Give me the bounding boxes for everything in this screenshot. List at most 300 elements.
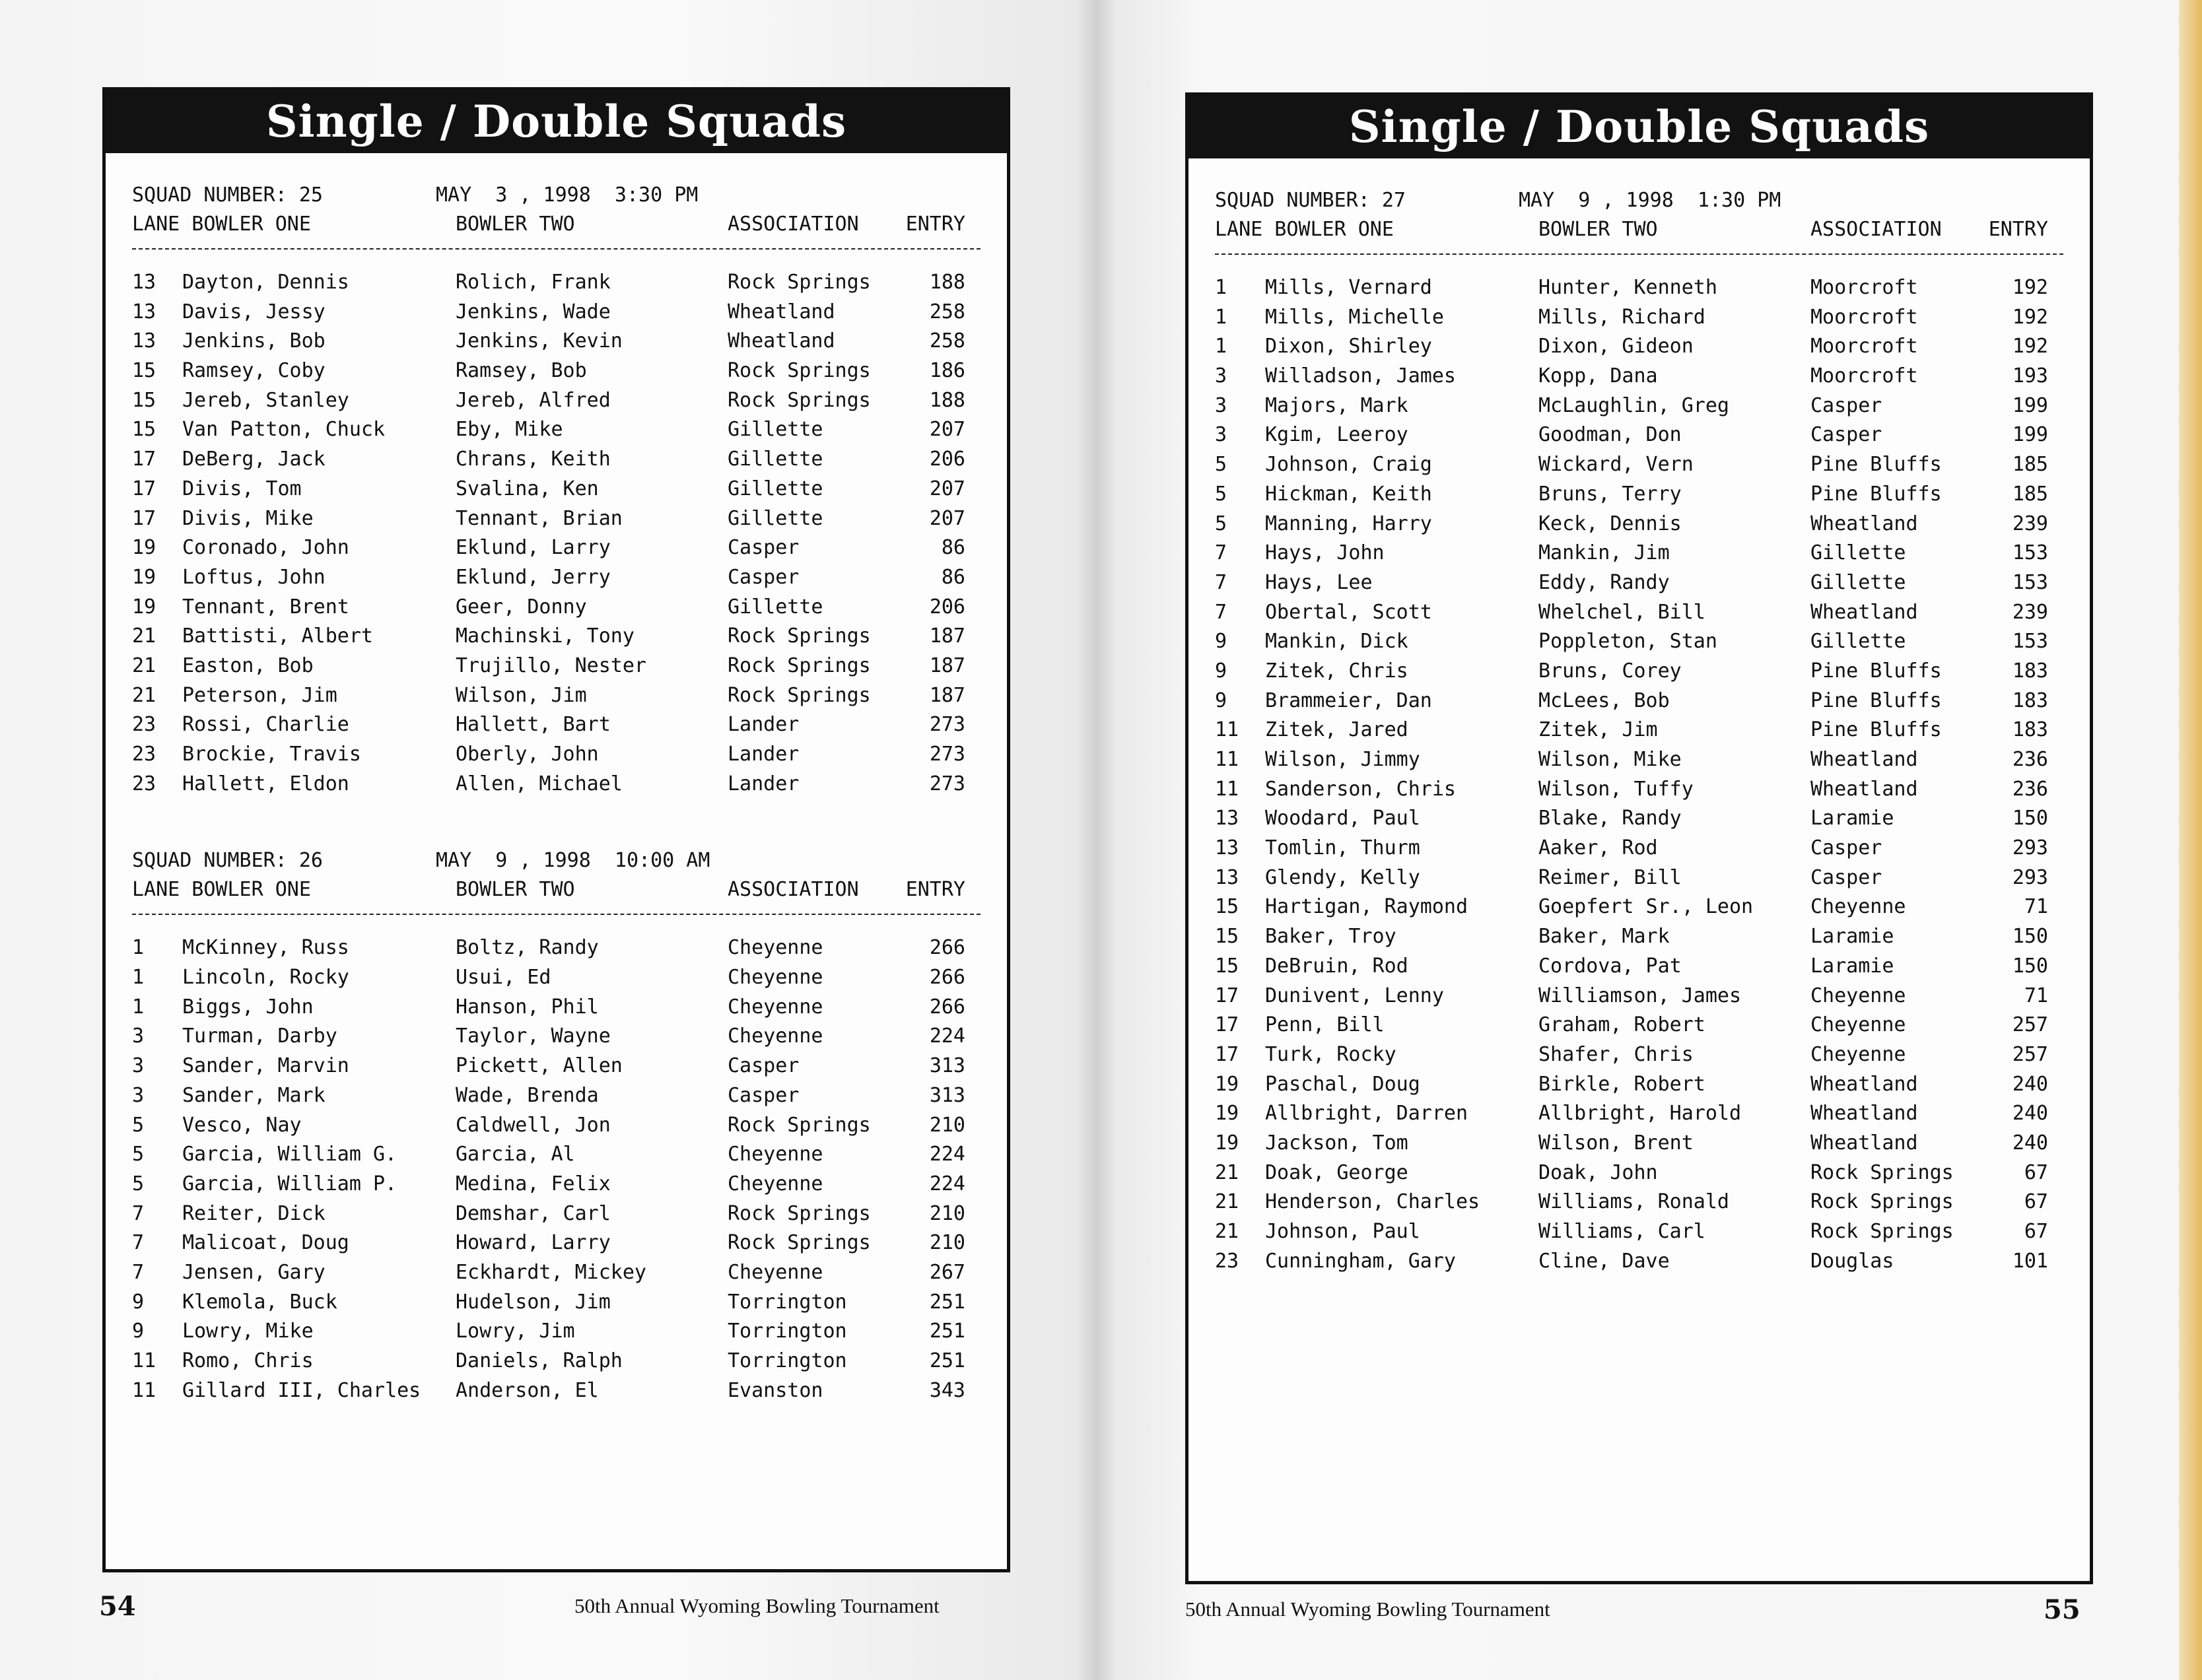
lane-number: 1 <box>132 966 145 990</box>
squad-date: MAY 3 , 1998 3:30 PM <box>436 184 699 207</box>
table-row <box>1215 834 2090 863</box>
table-row <box>1215 657 2090 687</box>
association: Casper <box>728 1054 800 1078</box>
bowler-one: Battisti, Albert <box>182 624 373 648</box>
table-row <box>132 504 1007 534</box>
bowler-one: Brammeier, Dan <box>1265 689 1432 712</box>
dashed-divider <box>132 248 981 251</box>
bowler-one: Allbright, Darren <box>1265 1102 1468 1126</box>
entry-number: 313 <box>929 1083 965 1107</box>
entry-number: 187 <box>929 624 965 648</box>
table-row <box>132 298 1007 327</box>
bowler-one: Jensen, Gary <box>182 1260 326 1284</box>
bowler-one: Loftus, John <box>182 565 326 589</box>
table-row <box>132 1081 1007 1111</box>
bowler-one: Malicoat, Doug <box>182 1231 349 1255</box>
table-row <box>1215 1188 2090 1217</box>
association: Casper <box>1810 423 1882 447</box>
bowler-one: Doak, George <box>1265 1160 1408 1184</box>
table-row <box>1215 510 2090 539</box>
lane-number: 11 <box>132 1349 156 1372</box>
bowler-two: Doak, John <box>1538 1160 1658 1184</box>
association: Wheatland <box>1810 1072 1918 1096</box>
association: Wheatland <box>1810 1131 1918 1155</box>
bowler-two: Geer, Donny <box>456 595 587 619</box>
entry-number: 207 <box>929 477 965 500</box>
association: Wheatland <box>1810 748 1918 771</box>
bowler-two: Caldwell, Jon <box>456 1113 611 1137</box>
association: Douglas <box>1810 1249 1894 1273</box>
entry-number: 251 <box>929 1290 965 1314</box>
entry-number: 257 <box>2012 1042 2048 1066</box>
entry-number: 183 <box>2012 659 2048 683</box>
association: Moorcroft <box>1810 305 1918 329</box>
bowler-two: Goepfert Sr., Leon <box>1538 895 1754 919</box>
table-row <box>132 1170 1007 1199</box>
association: Rock Springs <box>728 1113 871 1137</box>
entry-number: 153 <box>2012 630 2048 654</box>
bowler-two: Mankin, Jim <box>1538 541 1670 565</box>
bowler-two: Hunter, Kenneth <box>1538 276 1717 299</box>
entry-number: 183 <box>2012 718 2048 742</box>
bowler-one: Davis, Jessy <box>182 300 326 323</box>
bowler-one: Jenkins, Bob <box>182 329 326 353</box>
lane-number: 13 <box>132 329 156 353</box>
bowler-two: Demshar, Carl <box>456 1201 611 1225</box>
lane-number: 11 <box>132 1378 156 1402</box>
bowler-one: Sander, Mark <box>182 1083 326 1107</box>
table-row <box>1215 1040 2090 1070</box>
bowler-two: Svalina, Ken <box>456 477 599 500</box>
bowler-two: Jenkins, Kevin <box>456 329 623 353</box>
footer-right: 50th Annual Wyoming Bowling Tournament <box>1185 1597 1550 1621</box>
bowler-one: Majors, Mark <box>1265 393 1408 417</box>
entry-number: 188 <box>929 271 965 294</box>
bowler-two: Williams, Ronald <box>1538 1190 1729 1214</box>
lane-number: 5 <box>1215 482 1227 506</box>
bowler-two: Poppleton, Stan <box>1538 630 1717 654</box>
bowler-two: Lowry, Jim <box>456 1320 575 1343</box>
table-row <box>132 963 1007 993</box>
squad-rows <box>132 933 1007 1405</box>
entry-number: 86 <box>941 536 965 560</box>
association: Rock Springs <box>728 683 871 707</box>
bowler-two: Boltz, Randy <box>456 936 599 960</box>
association: Gillette <box>728 506 823 530</box>
association: Pine Bluffs <box>1810 689 1942 712</box>
lane-number: 19 <box>132 595 156 619</box>
lane-number: 7 <box>1215 541 1227 565</box>
table-row <box>1215 1011 2090 1040</box>
table-row <box>132 1140 1007 1170</box>
lane-number: 3 <box>1215 423 1227 447</box>
association: Gillette <box>728 595 823 619</box>
table-row <box>1215 480 2090 510</box>
table-row <box>132 475 1007 504</box>
table-row <box>132 1376 1007 1406</box>
bowler-two: Baker, Mark <box>1538 925 1670 949</box>
association: Laramie <box>1810 807 1894 830</box>
bowler-one: Tomlin, Thurm <box>1265 836 1420 860</box>
association: Pine Bluffs <box>1810 453 1942 477</box>
table-row <box>132 1288 1007 1318</box>
table-row <box>1215 922 2090 952</box>
squad-header-row <box>1215 186 2090 215</box>
lane-number: 1 <box>1215 276 1227 299</box>
bowler-one: Turk, Rocky <box>1265 1042 1396 1066</box>
column-header-row <box>132 210 1007 239</box>
association: Casper <box>1810 865 1882 889</box>
bowler-two: Eby, Mike <box>456 418 563 442</box>
squad-rows <box>132 268 1007 799</box>
bowler-two: Eddy, Randy <box>1538 570 1670 594</box>
association: Pine Bluffs <box>1810 718 1942 742</box>
table-row <box>1215 627 2090 657</box>
lane-number: 1 <box>1215 305 1227 329</box>
association: Wheatland <box>1810 1102 1918 1126</box>
entry-number: 293 <box>2012 865 2048 889</box>
bowler-one: McKinney, Russ <box>182 936 349 960</box>
lane-number: 21 <box>1215 1190 1239 1214</box>
lane-number: 11 <box>1215 777 1239 801</box>
entry-number: 239 <box>2012 512 2048 535</box>
lane-number: 9 <box>132 1320 145 1343</box>
bowler-two: Aaker, Rod <box>1538 836 1658 860</box>
table-row <box>1215 539 2090 568</box>
table-row <box>1215 1159 2090 1188</box>
entry-number: 101 <box>2012 1249 2048 1273</box>
entry-number: 251 <box>929 1349 965 1372</box>
lane-number: 19 <box>132 565 156 589</box>
bowler-one: Glendy, Kelly <box>1265 865 1420 889</box>
lane-number: 9 <box>1215 630 1227 654</box>
entry-number: 192 <box>2012 276 2048 299</box>
bowler-two: Allbright, Harold <box>1538 1102 1742 1126</box>
table-row <box>1215 273 2090 303</box>
association: Cheyenne <box>728 966 823 990</box>
association: Wheatland <box>728 300 835 323</box>
bowler-one: Van Patton, Chuck <box>182 418 386 442</box>
right-squad-list <box>1188 158 2090 1276</box>
entry-number: 258 <box>929 300 965 323</box>
bowler-one: Hartigan, Raymond <box>1265 895 1468 919</box>
squad-section <box>132 181 1007 799</box>
bowler-two: Bruns, Corey <box>1538 659 1682 683</box>
association: Laramie <box>1810 954 1894 978</box>
bowler-one: Johnson, Craig <box>1265 453 1432 477</box>
table-row <box>1215 804 2090 834</box>
bowler-two: Howard, Larry <box>456 1231 611 1255</box>
lane-number: 15 <box>1215 954 1239 978</box>
lane-number: 19 <box>1215 1131 1239 1155</box>
table-row <box>132 1317 1007 1347</box>
lane-number: 15 <box>132 388 156 412</box>
entry-number: 266 <box>929 966 965 990</box>
association: Lander <box>728 772 800 795</box>
lane-number: 21 <box>132 624 156 648</box>
bowler-two: Eckhardt, Mickey <box>456 1260 646 1284</box>
col-lane-bowler-one: LANE BOWLER ONE <box>132 213 311 236</box>
col-entry: ENTRY <box>905 878 965 902</box>
squad-section <box>132 846 1007 1405</box>
association: Cheyenne <box>1810 984 1906 1007</box>
bowler-one: Garcia, William G. <box>182 1143 397 1166</box>
entry-number: 210 <box>929 1201 965 1225</box>
bowler-two: Zitek, Jim <box>1538 718 1658 742</box>
lane-number: 13 <box>1215 807 1239 830</box>
bowler-two: Williamson, James <box>1538 984 1742 1007</box>
entry-number: 153 <box>2012 570 2048 594</box>
bowler-one: Hickman, Keith <box>1265 482 1432 506</box>
lane-number: 5 <box>132 1172 145 1195</box>
bowler-one: Penn, Bill <box>1265 1013 1385 1037</box>
table-row <box>132 1347 1007 1376</box>
bowler-one: Gillard III, Charles <box>182 1378 421 1402</box>
lane-number: 21 <box>132 683 156 707</box>
squad-header-row <box>132 181 1007 210</box>
bowler-one: Brockie, Travis <box>182 743 361 766</box>
association: Rock Springs <box>728 359 871 383</box>
lane-number: 7 <box>132 1201 145 1225</box>
bowler-two: Wilson, Tuffy <box>1538 777 1694 801</box>
bowler-two: Hanson, Phil <box>456 995 599 1019</box>
entry-number: 193 <box>2012 364 2048 388</box>
association: Moorcroft <box>1810 276 1918 299</box>
bowler-two: Wickard, Vern <box>1538 453 1694 477</box>
squad-date: MAY 9 , 1998 10:00 AM <box>436 849 710 873</box>
association: Wheatland <box>1810 600 1918 624</box>
entry-number: 239 <box>2012 600 2048 624</box>
lane-number: 17 <box>1215 1042 1239 1066</box>
table-row <box>1215 687 2090 716</box>
col-entry: ENTRY <box>1988 218 2048 241</box>
bowler-one: Henderson, Charles <box>1265 1190 1480 1214</box>
entry-number: 150 <box>2012 807 2048 830</box>
entry-number: 240 <box>2012 1131 2048 1155</box>
col-association: ASSOCIATION <box>728 878 859 902</box>
table-row <box>1215 420 2090 450</box>
table-row <box>1215 362 2090 391</box>
entry-number: 150 <box>2012 925 2048 949</box>
association: Cheyenne <box>728 1172 823 1195</box>
bowler-two: Whelchel, Bill <box>1538 600 1705 624</box>
entry-number: 273 <box>929 713 965 737</box>
table-row <box>1215 745 2090 775</box>
bowler-two: Birkle, Robert <box>1538 1072 1705 1096</box>
association: Casper <box>1810 836 1882 860</box>
lane-number: 17 <box>132 506 156 530</box>
table-row <box>132 681 1007 711</box>
col-association: ASSOCIATION <box>1810 218 1942 241</box>
bowler-one: Obertal, Scott <box>1265 600 1432 624</box>
bowler-two: Tennant, Brian <box>456 506 623 530</box>
lane-number: 23 <box>132 743 156 766</box>
squad-number: SQUAD NUMBER: 26 <box>132 849 323 873</box>
table-row <box>1215 952 2090 982</box>
bowler-two: Wilson, Mike <box>1538 748 1682 771</box>
entry-number: 185 <box>2012 453 2048 477</box>
bowler-one: Biggs, John <box>182 995 314 1019</box>
table-row <box>132 445 1007 475</box>
lane-number: 3 <box>1215 393 1227 417</box>
page-number-left: 54 <box>99 1591 136 1622</box>
lane-number: 13 <box>132 271 156 294</box>
entry-number: 150 <box>2012 954 2048 978</box>
bowler-one: Zitek, Jared <box>1265 718 1408 742</box>
bowler-one: Hays, Lee <box>1265 570 1373 594</box>
association: Torrington <box>728 1349 847 1372</box>
lane-number: 5 <box>132 1143 145 1166</box>
bowler-two: Anderson, El <box>456 1378 599 1402</box>
entry-number: 210 <box>929 1113 965 1137</box>
association: Torrington <box>728 1320 847 1343</box>
entry-number: 206 <box>929 448 965 471</box>
table-row <box>1215 303 2090 333</box>
association: Rock Springs <box>728 1201 871 1225</box>
lane-number: 1 <box>132 936 145 960</box>
entry-number: 240 <box>2012 1102 2048 1126</box>
lane-number: 21 <box>1215 1220 1239 1243</box>
bowler-one: Easton, Bob <box>182 654 314 677</box>
bowler-two: Wilson, Brent <box>1538 1131 1694 1155</box>
lane-number: 13 <box>1215 865 1239 889</box>
bowler-one: Divis, Mike <box>182 506 314 530</box>
table-row <box>1215 1070 2090 1100</box>
table-row <box>1215 450 2090 480</box>
table-row <box>1215 568 2090 598</box>
left-squad-list <box>106 153 1007 1405</box>
lane-number: 19 <box>1215 1102 1239 1126</box>
table-row <box>132 652 1007 681</box>
association: Lander <box>728 713 800 737</box>
table-row <box>1215 716 2090 745</box>
bowler-two: Pickett, Allen <box>456 1054 623 1078</box>
lane-number: 17 <box>132 477 156 500</box>
entry-number: 236 <box>2012 777 2048 801</box>
bowler-two: Usui, Ed <box>456 966 551 990</box>
association: Casper <box>728 1083 800 1107</box>
table-row <box>1215 982 2090 1011</box>
page-number-right: 55 <box>2044 1594 2081 1625</box>
bowler-two: Garcia, Al <box>456 1143 575 1166</box>
association: Casper <box>1810 393 1882 417</box>
table-row <box>132 268 1007 298</box>
association: Rock Springs <box>1810 1220 1954 1243</box>
entry-number: 187 <box>929 683 965 707</box>
bowler-two: Trujillo, Nester <box>456 654 646 677</box>
bowler-two: Bruns, Terry <box>1538 482 1682 506</box>
table-row <box>132 1111 1007 1141</box>
bowler-one: Hallett, Eldon <box>182 772 349 795</box>
bowler-two: Cordova, Pat <box>1538 954 1682 978</box>
table-row <box>132 1022 1007 1052</box>
table-row <box>1215 1217 2090 1247</box>
association: Evanston <box>728 1378 823 1402</box>
lane-number: 17 <box>132 448 156 471</box>
bowler-one: Romo, Chris <box>182 1349 314 1372</box>
bowler-one: Johnson, Paul <box>1265 1220 1420 1243</box>
association: Casper <box>728 565 800 589</box>
lane-number: 5 <box>132 1113 145 1137</box>
col-lane-bowler-one: LANE BOWLER ONE <box>1215 218 1394 241</box>
lane-number: 15 <box>1215 925 1239 949</box>
squad-date: MAY 9 , 1998 1:30 PM <box>1519 189 1781 212</box>
bowler-two: Jereb, Alfred <box>456 388 611 412</box>
bowler-one: Jackson, Tom <box>1265 1131 1408 1155</box>
col-lane-bowler-one: LANE BOWLER ONE <box>132 878 311 902</box>
association: Cheyenne <box>1810 1042 1906 1066</box>
bowler-one: Dunivent, Lenny <box>1265 984 1444 1007</box>
table-row <box>1215 775 2090 805</box>
entry-number: 71 <box>2024 895 2048 919</box>
table-row <box>1215 1099 2090 1129</box>
lane-number: 3 <box>132 1025 145 1048</box>
association: Laramie <box>1810 925 1894 949</box>
lane-number: 1 <box>132 995 145 1019</box>
book-gutter <box>1076 0 1116 1680</box>
bowler-two: Taylor, Wayne <box>456 1025 611 1048</box>
entry-number: 273 <box>929 772 965 795</box>
bowler-two: Machinski, Tony <box>456 624 635 648</box>
bowler-one: Mills, Vernard <box>1265 276 1432 299</box>
lane-number: 3 <box>1215 364 1227 388</box>
bowler-two: Dixon, Gideon <box>1538 335 1694 358</box>
col-bowler-two: BOWLER TWO <box>456 878 575 902</box>
bowler-two: Eklund, Larry <box>456 536 611 560</box>
association: Rock Springs <box>1810 1160 1954 1184</box>
lane-number: 3 <box>132 1083 145 1107</box>
entry-number: 224 <box>929 1025 965 1048</box>
dashed-divider <box>132 914 981 916</box>
entry-number: 67 <box>2024 1190 2048 1214</box>
bowler-two: Graham, Robert <box>1538 1013 1705 1037</box>
bowler-two: Cline, Dave <box>1538 1249 1670 1273</box>
bowler-one: Reiter, Dick <box>182 1201 326 1225</box>
entry-number: 240 <box>2012 1072 2048 1096</box>
bowler-two: Ramsey, Bob <box>456 359 587 383</box>
col-association: ASSOCIATION <box>728 213 859 236</box>
bowler-one: Mills, Michelle <box>1265 305 1444 329</box>
lane-number: 9 <box>132 1290 145 1314</box>
lane-number: 7 <box>132 1260 145 1284</box>
lane-number: 17 <box>1215 984 1239 1007</box>
lane-number: 23 <box>1215 1249 1239 1273</box>
bowler-two: Eklund, Jerry <box>456 565 611 589</box>
lane-number: 23 <box>132 772 156 795</box>
table-row <box>132 593 1007 622</box>
lane-number: 21 <box>1215 1160 1239 1184</box>
lane-number: 7 <box>1215 600 1227 624</box>
bowler-two: Wade, Brenda <box>456 1083 599 1107</box>
bowler-one: Jereb, Stanley <box>182 388 349 412</box>
entry-number: 153 <box>2012 541 2048 565</box>
table-row <box>1215 1247 2090 1277</box>
association: Gillette <box>728 448 823 471</box>
bowler-two: Keck, Dennis <box>1538 512 1682 535</box>
entry-number: 224 <box>929 1172 965 1195</box>
association: Moorcroft <box>1810 364 1918 388</box>
table-row <box>132 710 1007 740</box>
col-bowler-two: BOWLER TWO <box>456 213 575 236</box>
association: Cheyenne <box>728 936 823 960</box>
bowler-one: Hays, John <box>1265 541 1385 565</box>
table-row <box>132 386 1007 416</box>
entry-number: 293 <box>2012 836 2048 860</box>
entry-number: 258 <box>929 329 965 353</box>
lane-number: 13 <box>132 300 156 323</box>
column-header-row <box>1215 215 2090 244</box>
entry-number: 266 <box>929 995 965 1019</box>
